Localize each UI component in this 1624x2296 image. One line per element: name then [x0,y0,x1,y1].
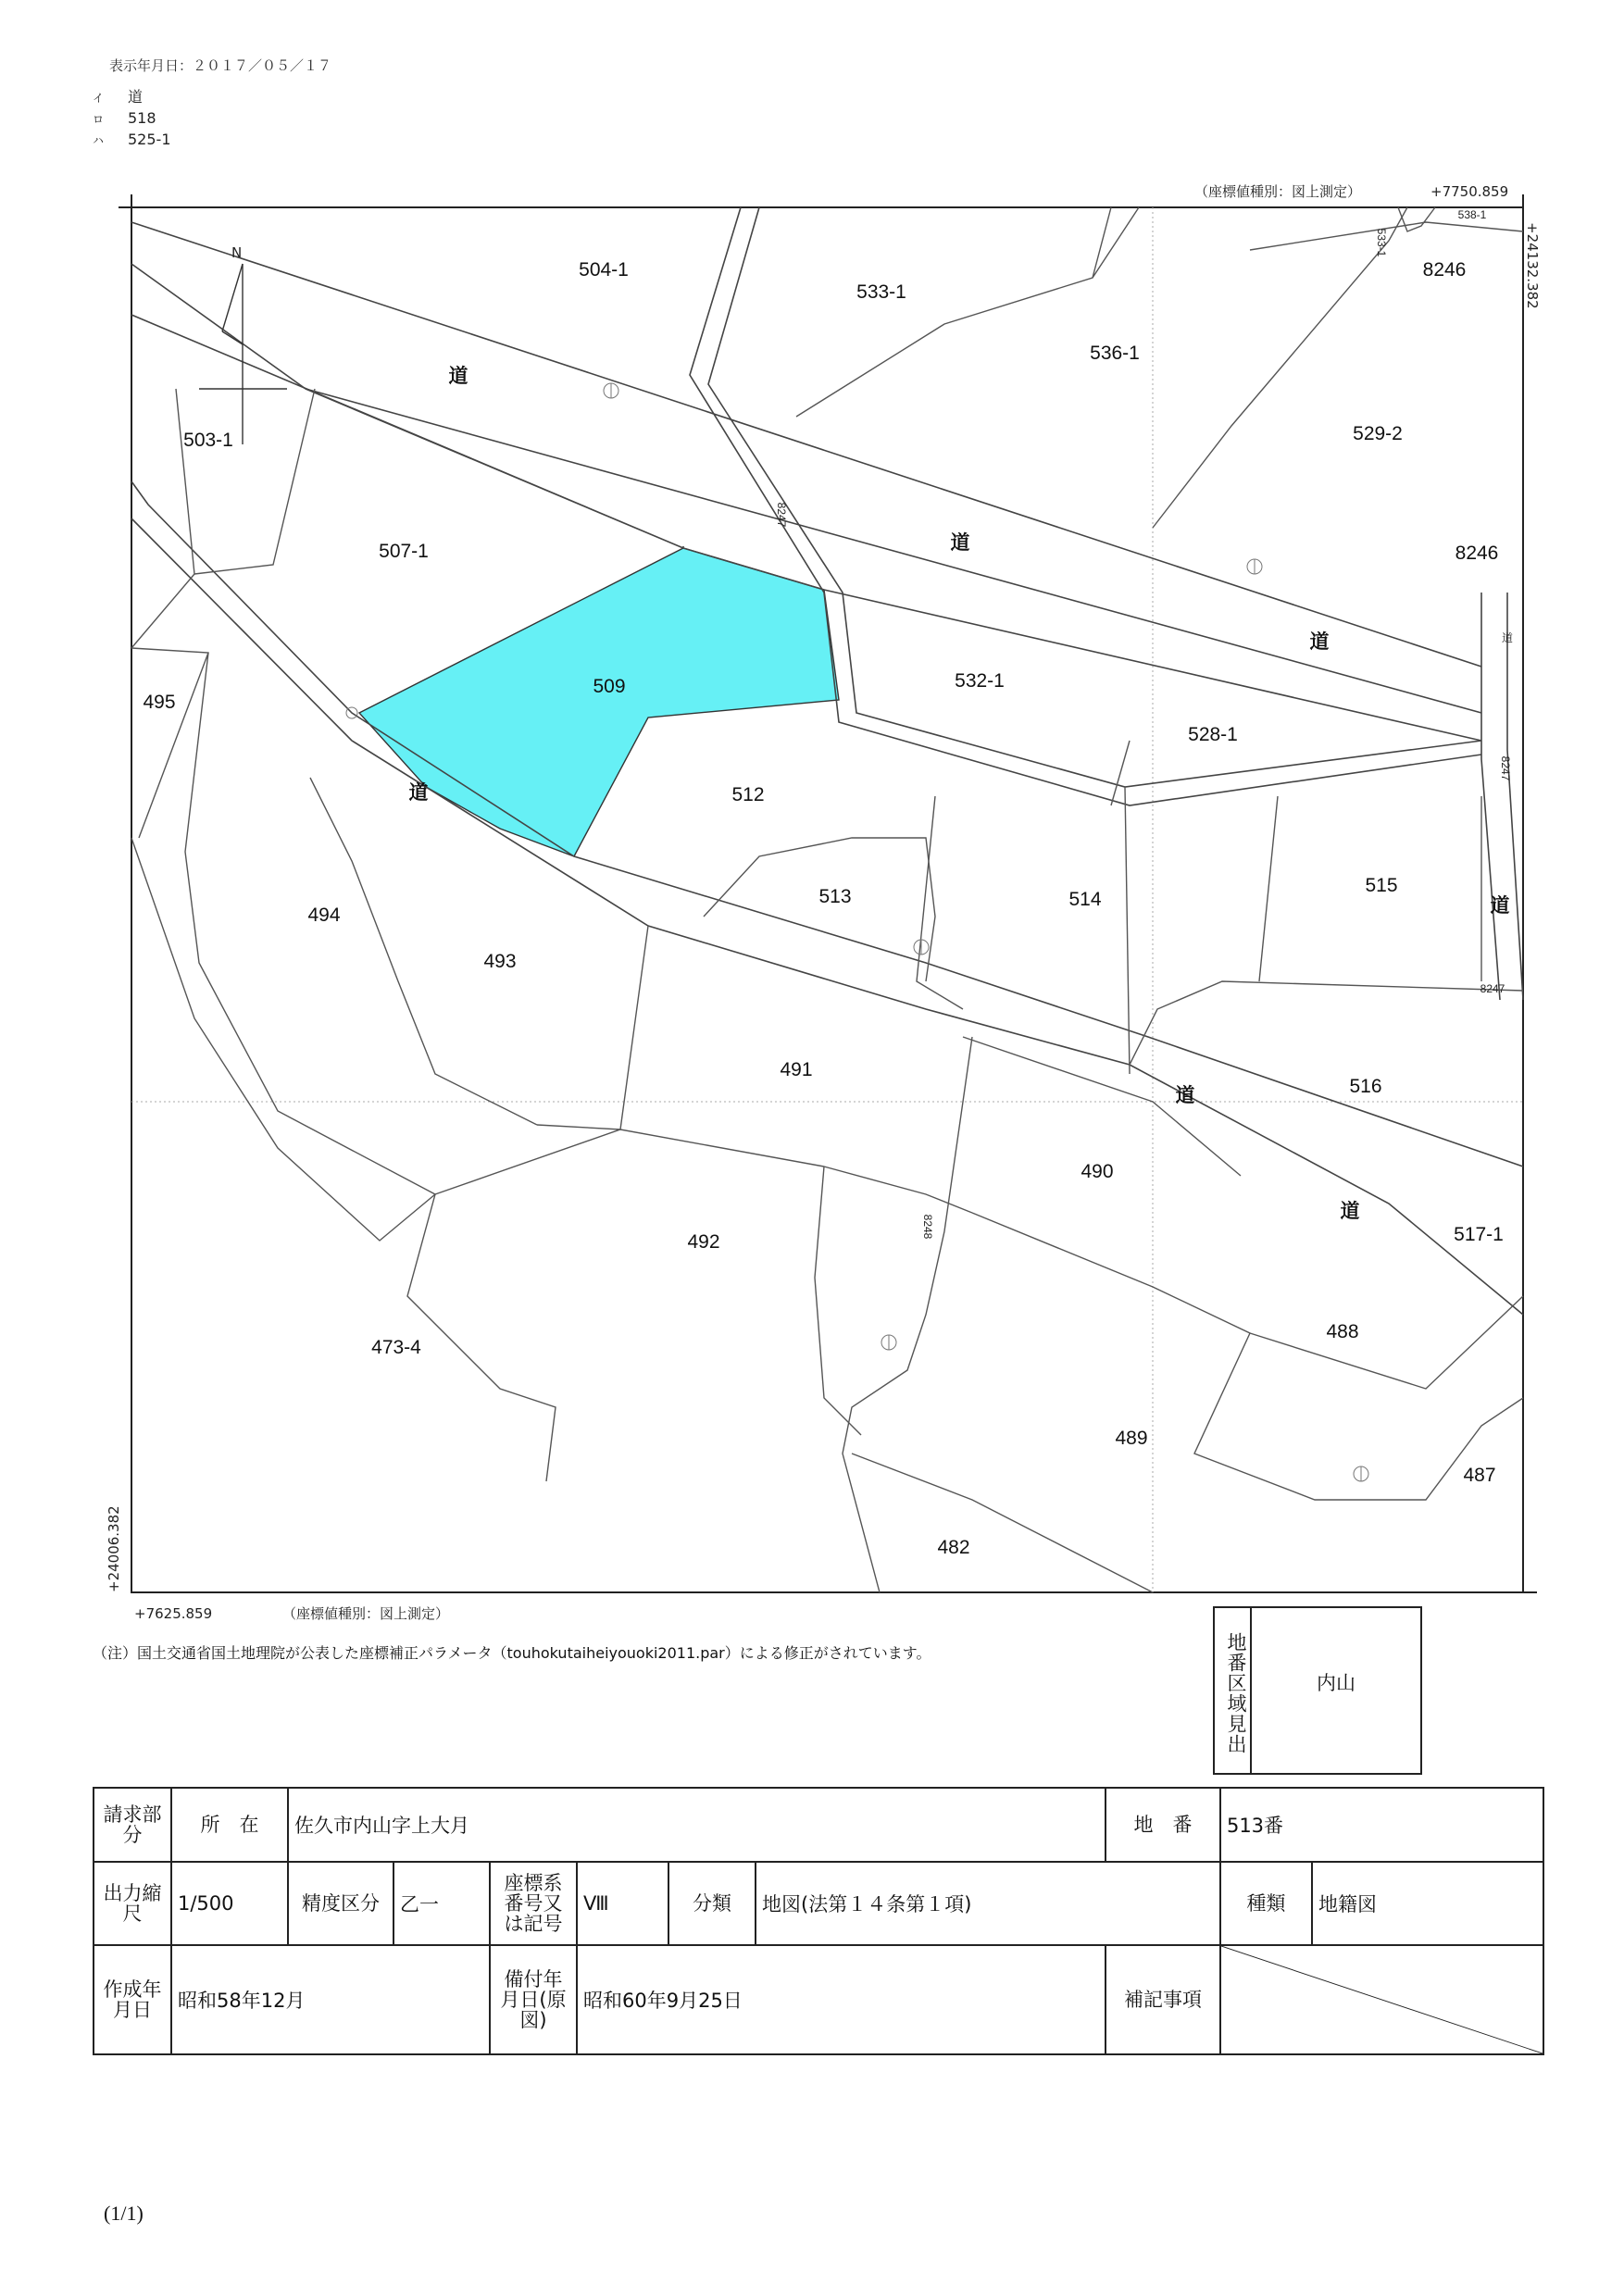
page-indicator: (1/1) [104,2202,144,2225]
road-label: 道 [448,365,468,387]
coord-bottom-x: +7625.859 [134,1605,213,1622]
parcel-label: 504-1 [579,259,629,281]
remarks-value [1220,1945,1543,2054]
legend-row: イ 道 [93,88,144,106]
road-label: 道 [950,531,970,554]
road-label: 道 [408,781,429,804]
created-label: 作成年月日 [94,1945,171,2054]
parcel-label: 8246 [1422,259,1467,281]
lot-value: 513番 [1220,1788,1543,1862]
lot-label: 地 番 [1106,1788,1220,1862]
north-road [690,207,1481,805]
prepared-label: 備付年月日(原図) [490,1945,577,2054]
parcel-label: 473-4 [371,1337,421,1358]
coord-left-y: +24006.382 [106,1505,122,1592]
benchmark-symbols [604,383,1368,1481]
parcel-label: 536-1 [1090,343,1140,364]
created-value: 昭和58年12月 [171,1945,490,2054]
remarks-strike [1221,1946,1543,2053]
location-value: 佐久市内山字上大月 [288,1788,1106,1862]
region-box [1213,1606,1422,1775]
kind-label: 種類 [1220,1862,1312,1945]
road-label: 道 [1490,894,1510,917]
parcel-label: 515 [1365,875,1398,896]
parcel-label: 517-1 [1454,1224,1504,1245]
parcel-509-label: 509 [593,676,626,697]
road-label: 道 [1340,1200,1360,1222]
parcel-label: 503-1 [183,430,233,451]
north-label: N [231,244,243,261]
parcel-label: 528-1 [1188,724,1238,745]
svg-text:8247: 8247 [775,502,788,528]
prepared-value: 昭和60年9月25日 [577,1945,1106,2054]
requester-label: 請求部分 [94,1788,171,1862]
remarks-label: 補記事項 [1106,1945,1220,2054]
coord-type-bottom: （座標値種別：図上測定） [282,1605,450,1622]
coord-right-y: +24132.382 [1524,222,1541,309]
parcel-label: 532-1 [955,670,1005,692]
small-labels [775,208,1513,1240]
parcel-label: 495 [143,692,176,713]
parcel-label: 8246 [1455,543,1499,564]
parcel-label: 513 [818,886,852,907]
precision-label: 精度区分 [288,1862,394,1945]
parcel-label: 487 [1463,1465,1496,1486]
region-value: 内山 [1317,1672,1355,1694]
parcel-label: 482 [937,1537,970,1558]
main-road [131,222,1523,1315]
legend-row: ハ 525-1 [93,131,171,148]
svg-text:533-1: 533-1 [1375,228,1388,257]
east-road [1481,593,1523,1000]
parcel-label: 516 [1349,1076,1382,1097]
parcel-labels [143,259,1503,1558]
svg-text:道: 道 [1501,631,1514,644]
parcel-label: 489 [1115,1428,1148,1449]
class-label: 分類 [668,1862,756,1945]
kind-value: 地籍図 [1312,1862,1543,1945]
parcel-label: 492 [687,1231,720,1253]
scale-value: 1/500 [171,1862,288,1945]
north-arrow-icon [199,244,287,444]
coord-type-top: （座標値種別：図上測定） [1194,183,1362,200]
parcel-label: 529-2 [1353,423,1403,444]
svg-text:538-1: 538-1 [1457,208,1487,221]
coord-top-x: +7750.859 [1430,183,1509,200]
parcel-label: 488 [1326,1321,1359,1342]
svg-text:8247: 8247 [1499,755,1512,781]
correction-note: （注）国土交通省国土地理院が公表した座標補正パラメータ（touhokutaiheiyouoki2011.par）による修正がされています。 [93,1644,931,1662]
info-table [93,1787,1544,2055]
coord-system-label: 座標系番号又は記号 [490,1862,577,1945]
legend-row: ロ 518 [93,109,156,127]
display-date: 表示年月日：２０１７／０５／１７ [109,57,332,74]
scale-label: 出力縮尺 [94,1862,171,1945]
road-label: 道 [1309,630,1330,653]
parcel-label: 512 [731,784,765,805]
svg-text:8248: 8248 [921,1214,934,1240]
parcel-509-highlight[interactable] [359,548,839,856]
precision-value: 乙一 [394,1862,490,1945]
parcel-label: 491 [780,1059,813,1080]
coord-system-value: Ⅷ [577,1862,668,1945]
svg-text:8247: 8247 [1480,982,1505,995]
class-value: 地図(法第１４条第１項) [756,1862,1220,1945]
parcel-label: 507-1 [379,541,429,562]
parcel-label: 494 [307,905,341,926]
parcel-label: 493 [483,951,517,972]
parcel-label: 533-1 [856,281,906,303]
region-label: 地番区域見出 [1215,1608,1252,1773]
location-label: 所 在 [171,1788,288,1862]
parcel-label: 490 [1081,1161,1114,1182]
road-label: 道 [1175,1084,1195,1106]
parcel-label: 514 [1068,889,1102,910]
